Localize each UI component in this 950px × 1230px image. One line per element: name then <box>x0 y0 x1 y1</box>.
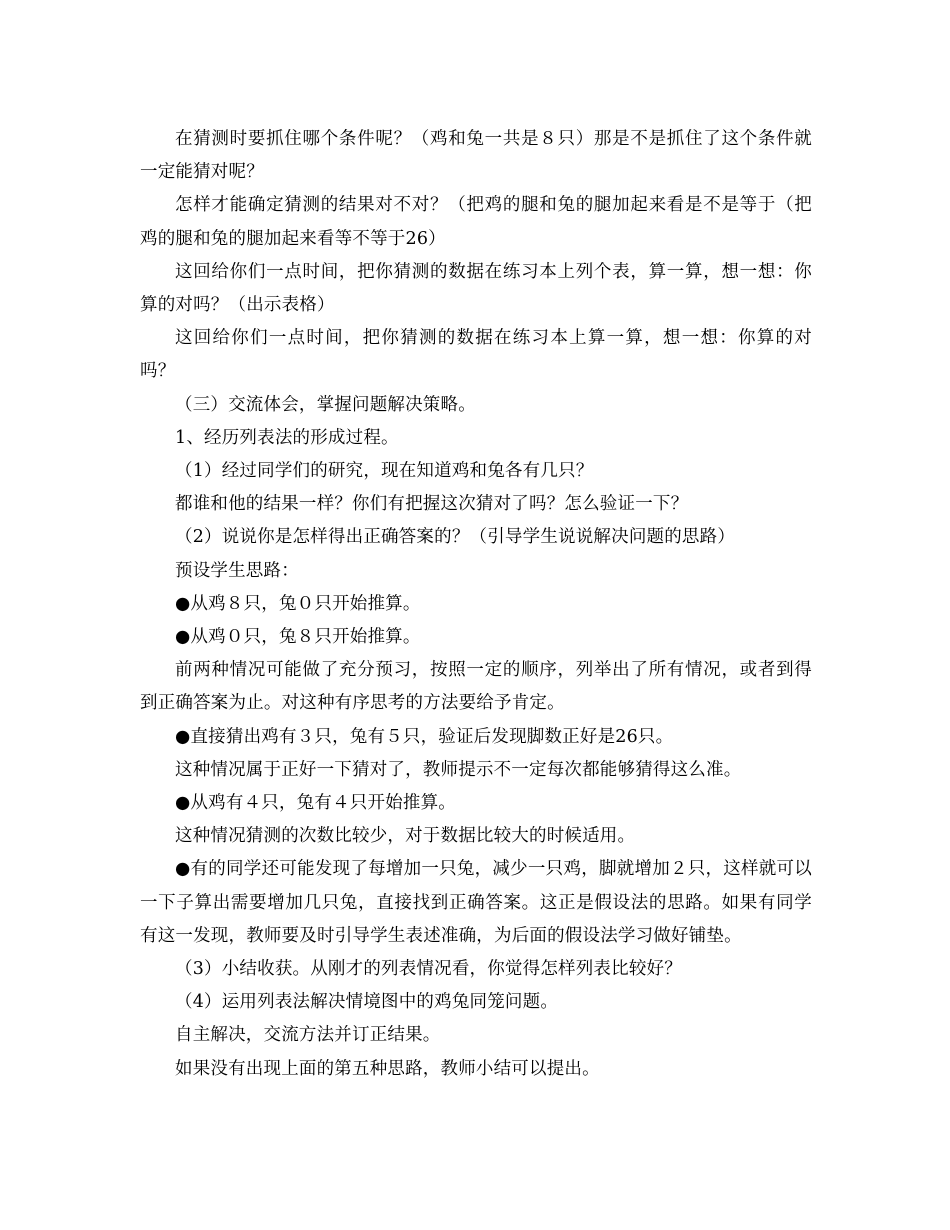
paragraph: （1）经过同学们的研究，现在知道鸡和兔各有几只？ <box>175 461 594 482</box>
paragraph: 自主解决，交流方法并订正结果。 <box>175 1025 441 1046</box>
paragraph: 在猜测时要抓住哪个条件呢？（鸡和兔一共是８只）那是不是抓住了这个条件就一定能猜对呢？ <box>140 129 812 183</box>
bullet-item: ●从鸡有４只，兔有４只开始推算。 <box>175 793 456 814</box>
paragraph: 这种情况猜测的次数比较少，对于数据比较大的时候适用。 <box>175 826 636 847</box>
paragraph: 如果没有出现上面的第五种思路，教师小结可以提出。 <box>175 1058 600 1079</box>
paragraph: （4）运用列表法解决情境图中的鸡兔同笼问题。 <box>175 992 559 1013</box>
bullet-item: ●有的同学还可能发现了每增加一只兔，减少一只鸡，脚就增加２只，这样就可以一下子算出需要增加几只兔，直接找到正确答案。这正是假设法的思路。如果有同学有这一发现，教师要及时引导学生表述准确，为后面的假设法学习做好铺垫。 <box>140 859 812 946</box>
bullet-item: ●从鸡０只，兔８只开始推算。 <box>175 627 421 648</box>
paragraph: 这种情况属于正好一下猜对了，教师提示不一定每次都能够猜得这么准。 <box>175 759 742 780</box>
paragraph: （3）小结收获。从刚才的列表情况看，你觉得怎样列表比较好？ <box>175 959 682 980</box>
bullet-item: ●直接猜出鸡有３只，兔有５只，验证后发现脚数正好是26只。 <box>175 726 674 747</box>
subsection-heading: 1、经历列表法的形成过程。 <box>175 427 399 448</box>
paragraph: （2）说说你是怎样得出正确答案的？（引导学生说说解决问题的思路） <box>175 527 736 548</box>
paragraph: 预设学生思路： <box>175 560 299 581</box>
bullet-item: ●从鸡８只，兔０只开始推算。 <box>175 593 421 614</box>
document-body <box>140 123 812 1086</box>
section-heading: （三）交流体会，掌握问题解决策略。 <box>175 394 476 415</box>
paragraph: 这回给你们一点时间，把你猜测的数据在练习本上列个表，算一算，想一想：你算的对吗？（出示表格） <box>140 261 812 316</box>
paragraph: 怎样才能确定猜测的结果对不对？（把鸡的腿和兔的腿加起来看是不是等于（把鸡的腿和兔的腿加起来看等不等于26） <box>140 195 812 249</box>
paragraph: 这回给你们一点时间，把你猜测的数据在练习本上算一算，想一想：你算的对吗？ <box>140 328 812 382</box>
paragraph: 前两种情况可能做了充分预习，按照一定的顺序，列举出了所有情况，或者到得到正确答案为止。对这种有序思考的方法要给予肯定。 <box>140 660 812 714</box>
paragraph: 都谁和他的结果一样？你们有把握这次猜对了吗？怎么验证一下？ <box>175 494 689 515</box>
